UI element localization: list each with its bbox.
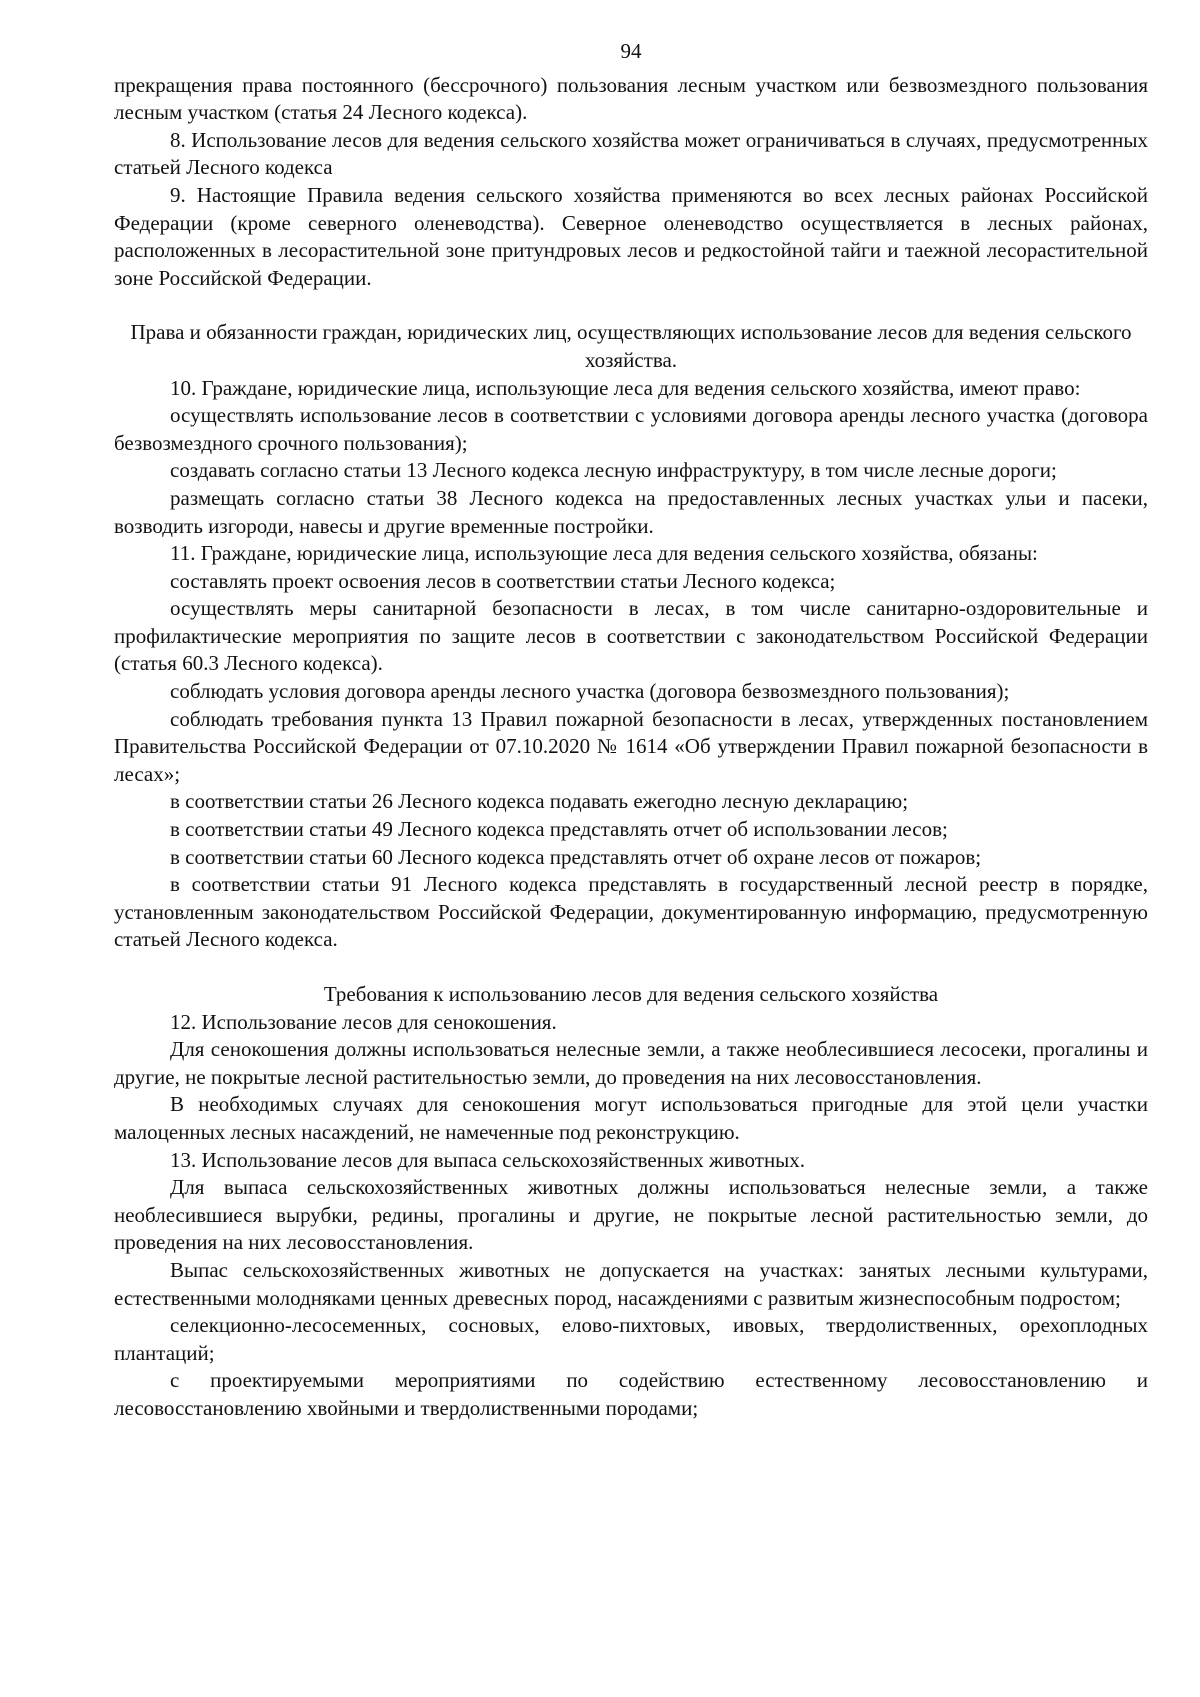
paragraph: в соответствии статьи 49 Лесного кодекса представлять отчет об использовании лесов;: [170, 817, 948, 842]
document-body: [114, 72, 1148, 1423]
paragraph: осуществлять меры санитарной безопасности в лесах, в том числе санитарно-оздоровительные и профилактические мероприятия по защите лесов в соответствии с законодательством Российской Федерации (статья 60.3 Лесного кодекса).: [114, 596, 1148, 676]
paragraph: с проектируемыми мероприятиями по содействию естественному лесовосстановлению и лесовосстановлению хвойными и твердолиственными породами;: [114, 1368, 1148, 1420]
paragraph: соблюдать требования пункта 13 Правил пожарной безопасности в лесах, утвержденных постановлением Правительства Российской Федерации от 07.10.2020 № 1614 «Об утверждении Правил пожарной безопасности в лесах»;: [114, 706, 1148, 786]
paragraph: В необходимых случаях для сенокошения могут использоваться пригодные для этой цели участки малоценных лесных насаждений, не намеченные под реконструкцию.: [114, 1092, 1148, 1144]
section-heading: Требования к использованию лесов для ведения сельского хозяйства: [323, 982, 939, 1006]
paragraph: Выпас сельскохозяйственных животных не допускается на участках: занятых лесными культурами, естественными молодняками ценных древесных пород, насаждениями с развитым жизнеспособным подростом;: [114, 1257, 1148, 1310]
paragraph: в соответствии статьи 60 Лесного кодекса представлять отчет об охране лесов от пожаров;: [170, 844, 982, 869]
section-gap: [114, 954, 1148, 981]
section-heading: Права и обязанности граждан, юридических лиц, осуществляющих использование лесов для ведения сельского хозяйства.: [130, 320, 1132, 372]
paragraph: 8. Использование лесов для ведения сельского хозяйства может ограничиваться в случаях, предусмотренных статьей Лесного кодекса: [114, 127, 1148, 180]
paragraph: размещать согласно статьи 38 Лесного кодекса на предоставленных лесных участках ульи и пасеки, возводить изгороди, навесы и другие временные постройки.: [114, 485, 1148, 538]
paragraph: соблюдать условия договора аренды лесного участка (договора безвозмездного пользования);: [170, 679, 1010, 704]
paragraph: составлять проект освоения лесов в соответствии статьи Лесного кодекса;: [170, 568, 836, 593]
paragraph: 12. Использование лесов для сенокошения.: [170, 1009, 557, 1034]
paragraph: в соответствии статьи 26 Лесного кодекса подавать ежегодно лесную декларацию;: [170, 789, 909, 814]
paragraph: 9. Настоящие Правила ведения сельского хозяйства применяются во всех лесных районах Российской Федерации (кроме северного оленеводства). Северное оленеводство осуществляется в лесных районах, расположенных в лесорастительной зоне притундровых лесов и редкостойной тайги и таежной лесорастительной зоне Российской Федерации.: [114, 182, 1148, 290]
paragraph: 13. Использование лесов для выпаса сельскохозяйственных животных.: [170, 1147, 806, 1172]
paragraph: селекционно-лесосеменных, сосновых, елово-пихтовых, ивовых, твердолиственных, орехоплодных плантаций;: [114, 1313, 1148, 1365]
paragraph: создавать согласно статьи 13 Лесного кодекса лесную инфраструктуру, в том числе лесные дороги;: [170, 458, 1057, 483]
paragraph: осуществлять использование лесов в соответствии с условиями договора аренды лесного участка (договора безвозмездного срочного пользования);: [114, 403, 1148, 455]
paragraph: прекращения права постоянного (бессрочного) пользования лесным участком или безвозмездного пользования лесным участком (статья 24 Лесного кодекса).: [114, 72, 1148, 125]
paragraph: 11. Граждане, юридические лица, использующие леса для ведения сельского хозяйства, обязаны:: [170, 541, 1038, 566]
section-gap: [114, 292, 1148, 319]
paragraph: 10. Граждане, юридические лица, использующие леса для ведения сельского хозяйства, имеют право:: [170, 375, 1081, 400]
paragraph: Для выпаса сельскохозяйственных животных должны использоваться нелесные земли, а также необлесившиеся вырубки, редины, прогалины и другие, не покрытые лесной растительностью земли, до проведения на них лесовосстановления.: [114, 1175, 1148, 1255]
page-number: 94: [620, 39, 642, 63]
paragraph: Для сенокошения должны использоваться нелесные земли, а также необлесившиеся лесосеки, прогалины и другие, не покрытые лесной растительностью земли, до проведения на них лесовосстановления.: [114, 1037, 1148, 1089]
paragraph: в соответствии статьи 91 Лесного кодекса представлять в государственный лесной реестр в порядке, установленным законодательством Российской Федерации, документированную информацию, предусмотренную статьей Лесного кодекса.: [114, 872, 1148, 952]
